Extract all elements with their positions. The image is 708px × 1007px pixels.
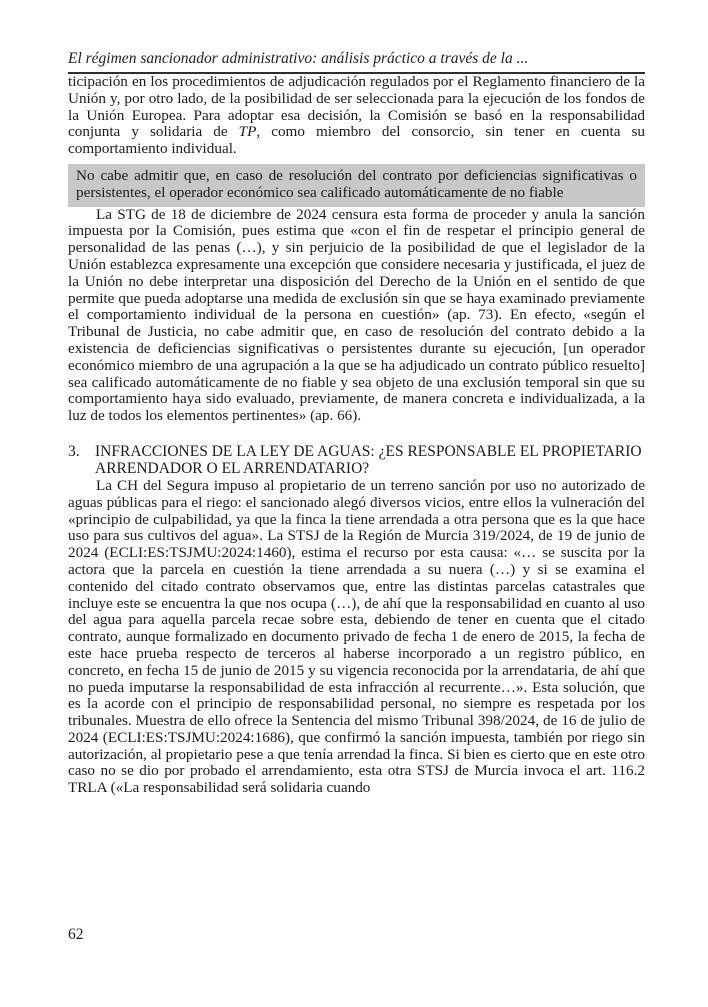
section-heading-number: 3.: [68, 442, 80, 460]
page-content: [68, 0, 645, 797]
paragraph-ley-de-aguas: La CH del Segura impuso al propietario de un terreno sanción por uso no autorizado de aguas públicas para el riego: el sancionado alegó diversos vicios, entre ellos la vulneración del «principio de culpabilidad, ya que la finca la tiene arrendada a otra persona que es la que hace uso para sus cultivos del agua». La STSJ de la Región de Murcia 319/2024, de 19 de junio de 2024 (ECLI:ES:TSJMU:2024:1460), estima el recurso por esta causa: «… se suscita por la actora que la parcela en cuestión la tiene arrendada a su nuera (…) y si se examina el contenido del citado contrato observamos que, entre las distintas parcelas catastrales que incluye este se encuentra la que nos ocupa (…), de ahí que la responsabilidad en cuanto al uso del agua para aquella parcela recae sobre esta, debiendo de tener en cuenta que el citado contrato, aunque formalizado en documento privado de fecha 1 de enero de 2015, la fecha de este hace prueba respecto de terceros al haberse incorporado a un registro público, en concreto, en fecha 15 de junio de 2015 y su vigencia reconocida por la arrendataria, de ahí que no pueda imputarse la responsabilidad de esta infracción al recurrente…». Esta solución, que es la acorde con el principio de responsabilidad personal, no siempre es respetada por los tribunales. Muestra de ello ofrece la Sentencia del mismo Tribunal 398/2024, de 16 de julio de 2024 (ECLI:ES:TSJMU:2024:1686), que confirmó la sanción impuesta, también por riego sin autorización, al propietario pese a que tenía arrendad la finca. Si bien es cierto que en este otro caso no se dio por probado el arrendamiento, esta otra STSJ de Murcia invoca el art. 116.2 TRLA («La responsabilidad será solidaria cuando: [68, 476, 645, 797]
section-heading: [68, 443, 645, 478]
paragraph-continuation-italic-term: TP: [238, 123, 257, 141]
running-header: [68, 49, 645, 74]
highlight-box: [68, 164, 645, 207]
section-heading-text: INFRACCIONES DE LA LEY DE AGUAS: ¿ES RESPONSABLE EL PROPIETARIO ARRENDADOR O EL ARRENDATARIO?: [95, 442, 642, 478]
paragraph-continuation-text-end: , como miembro del consorcio, sin tener en cuenta su comportamiento individual.: [68, 123, 645, 158]
paragraph-continuation: [68, 74, 645, 158]
paragraph-stg-ruling: La STG de 18 de diciembre de 2024 censura esta forma de proceder y anula la sanción impuesta por la Comisión, pues estima que «con el fin de respetar el principio general de personalidad de las penas (…), y sin perjuicio de la posibilidad de que el legislador de la Unión establezca expresamente una excepción que considere necesaria y justificada, el juez de la Unión no debe interpretar una disposición del Derecho de la Unión en el sentido de que permite que pueda adoptarse una medida de exclusión sin que se haya examinado previamente el comportamiento individual de la persona en cuestión» (ap. 73). En efecto, «según el Tribunal de Justicia, no cabe admitir que, en caso de resolución del contrato debido a la existencia de deficiencias significativas o persistentes durante su ejecución, [un operador económico miembro de una agrupación a la que se ha adjudicado un contrato público resuelto] sea calificado automáticamente de no fiable y sea objeto de una exclusión temporal sin que su comportamiento haya sido evaluado, previamente, de manera concreta e individualizada, a la luz de todos los elementos pertinentes» (ap. 66).: [68, 205, 645, 425]
highlight-box-text: No cabe admitir que, en caso de resolución del contrato por deficiencias significativas o persistentes, el operador económico sea calificado automáticamente de no fiable: [76, 166, 637, 201]
running-header-title: El régimen sancionador administrativo: análisis práctico a través de la ...: [68, 50, 529, 67]
page-number: 62: [68, 926, 84, 943]
paragraph-continuation-text: ticipación en los procedimientos de adjudicación regulados por el Reglamento financiero de la Unión y, por otro lado, de la posibilidad de ser seleccionada para la ejecución de los fondos de la Unión Europea. Para adoptar esa decisión, la Comisión se basó en la responsabilidad conjunta y solidaria de: [68, 73, 645, 141]
